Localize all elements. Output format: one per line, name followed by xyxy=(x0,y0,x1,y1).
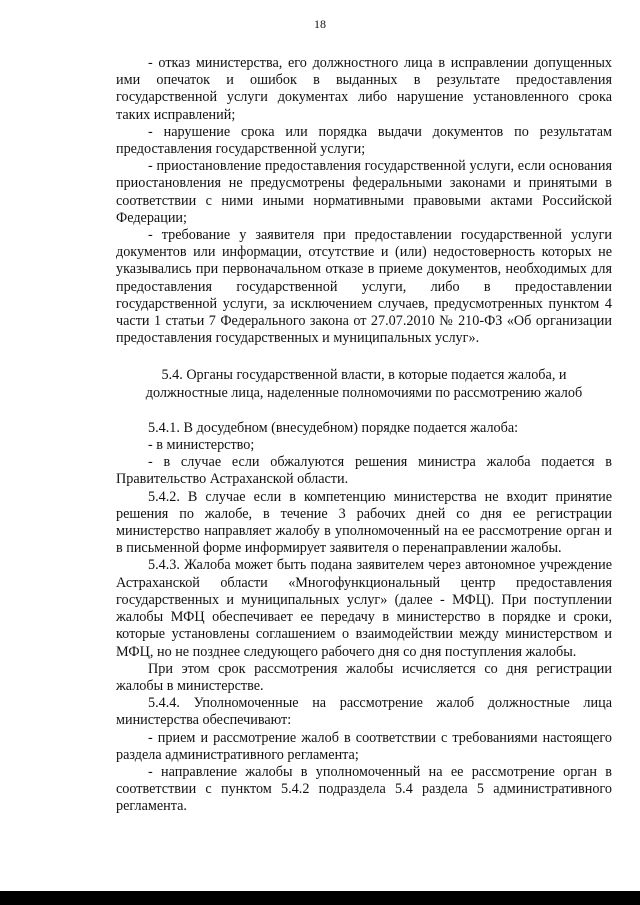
paragraph: - требование у заявителя при предоставлении государственной услуги документов или информации, отсутствие и (или) недостоверность которых не указывались при первоначальном отказе в приеме документов, необходимых для предоставления государственной услуги, либо в предоставлении государственной услуги, за исключением случаев, предусмотренных пунктом 4 части 1 статьи 7 Федерального закона от 27.07.2010 № 210-ФЗ «Об организации предоставления государственных и муниципальных услуг». xyxy=(116,227,612,347)
paragraph: - приостановление предоставления государственной услуги, если основания приостановления не предусмотрены федеральными законами и принятыми в соответствии с ними иными нормативными правовыми актами Российской Федерации; xyxy=(116,158,612,226)
section-heading: 5.4. Органы государственной власти, в которые подается жалоба, и должностные лица, наделенные полномочиями по рассмотрению жалоб xyxy=(145,367,583,401)
paragraph: - нарушение срока или порядка выдачи документов по результатам предоставления государственной услуги; xyxy=(116,123,612,158)
paragraph: - направление жалобы в уполномоченный на ее рассмотрение орган в соответствии с пунктом 5.4.2 подраздела 5.4 раздела 5 административного регламента. xyxy=(116,763,612,815)
scan-edge-bar xyxy=(0,891,640,905)
paragraph: 5.4.3. Жалоба может быть подана заявителем через автономное учреждение Астраханской области «Многофункциональный центр предоставления государственных и муниципальных услуг» (далее - МФЦ). При поступлении жалобы МФЦ обеспечивает ее передачу в министерство в порядке и сроки, которые установлены соглашением о взаимодействии между министерством и МФЦ, но не позднее следующего рабочего дня со дня поступления жалобы. xyxy=(116,557,612,660)
paragraph: - прием и рассмотрение жалоб в соответствии с требованиями настоящего раздела административного регламента; xyxy=(116,729,612,763)
paragraph: 5.4.2. В случае если в компетенцию министерства не входит принятие решения по жалобе, в течение 3 рабочих дней со дня ее регистрации министерство направляет жалобу в уполномоченный на ее рассмотрение орган и в письменной форме информирует заявителя о перенаправлении жалобы. xyxy=(116,488,612,557)
paragraph: 5.4.4. Уполномоченные на рассмотрение жалоб должностные лица министерства обеспечивают: xyxy=(116,695,612,729)
paragraph: - отказ министерства, его должностного лица в исправлении допущенных ими опечаток и ошибок в выданных в результате предоставления государственной услуги документах либо нарушение установленного срока таких исправлений; xyxy=(116,55,612,123)
paragraph: - в случае если обжалуются решения министра жалоба подается в Правительство Астраханской области. xyxy=(116,454,612,488)
paragraph: 5.4.1. В досудебном (внесудебном) порядке подается жалоба: xyxy=(148,419,519,436)
document-body xyxy=(116,55,612,816)
page-number: 18 xyxy=(314,17,326,31)
paragraph: - в министерство; xyxy=(148,437,255,454)
paragraph: При этом срок рассмотрения жалобы исчисляется со дня регистрации жалобы в министерстве. xyxy=(116,660,612,694)
